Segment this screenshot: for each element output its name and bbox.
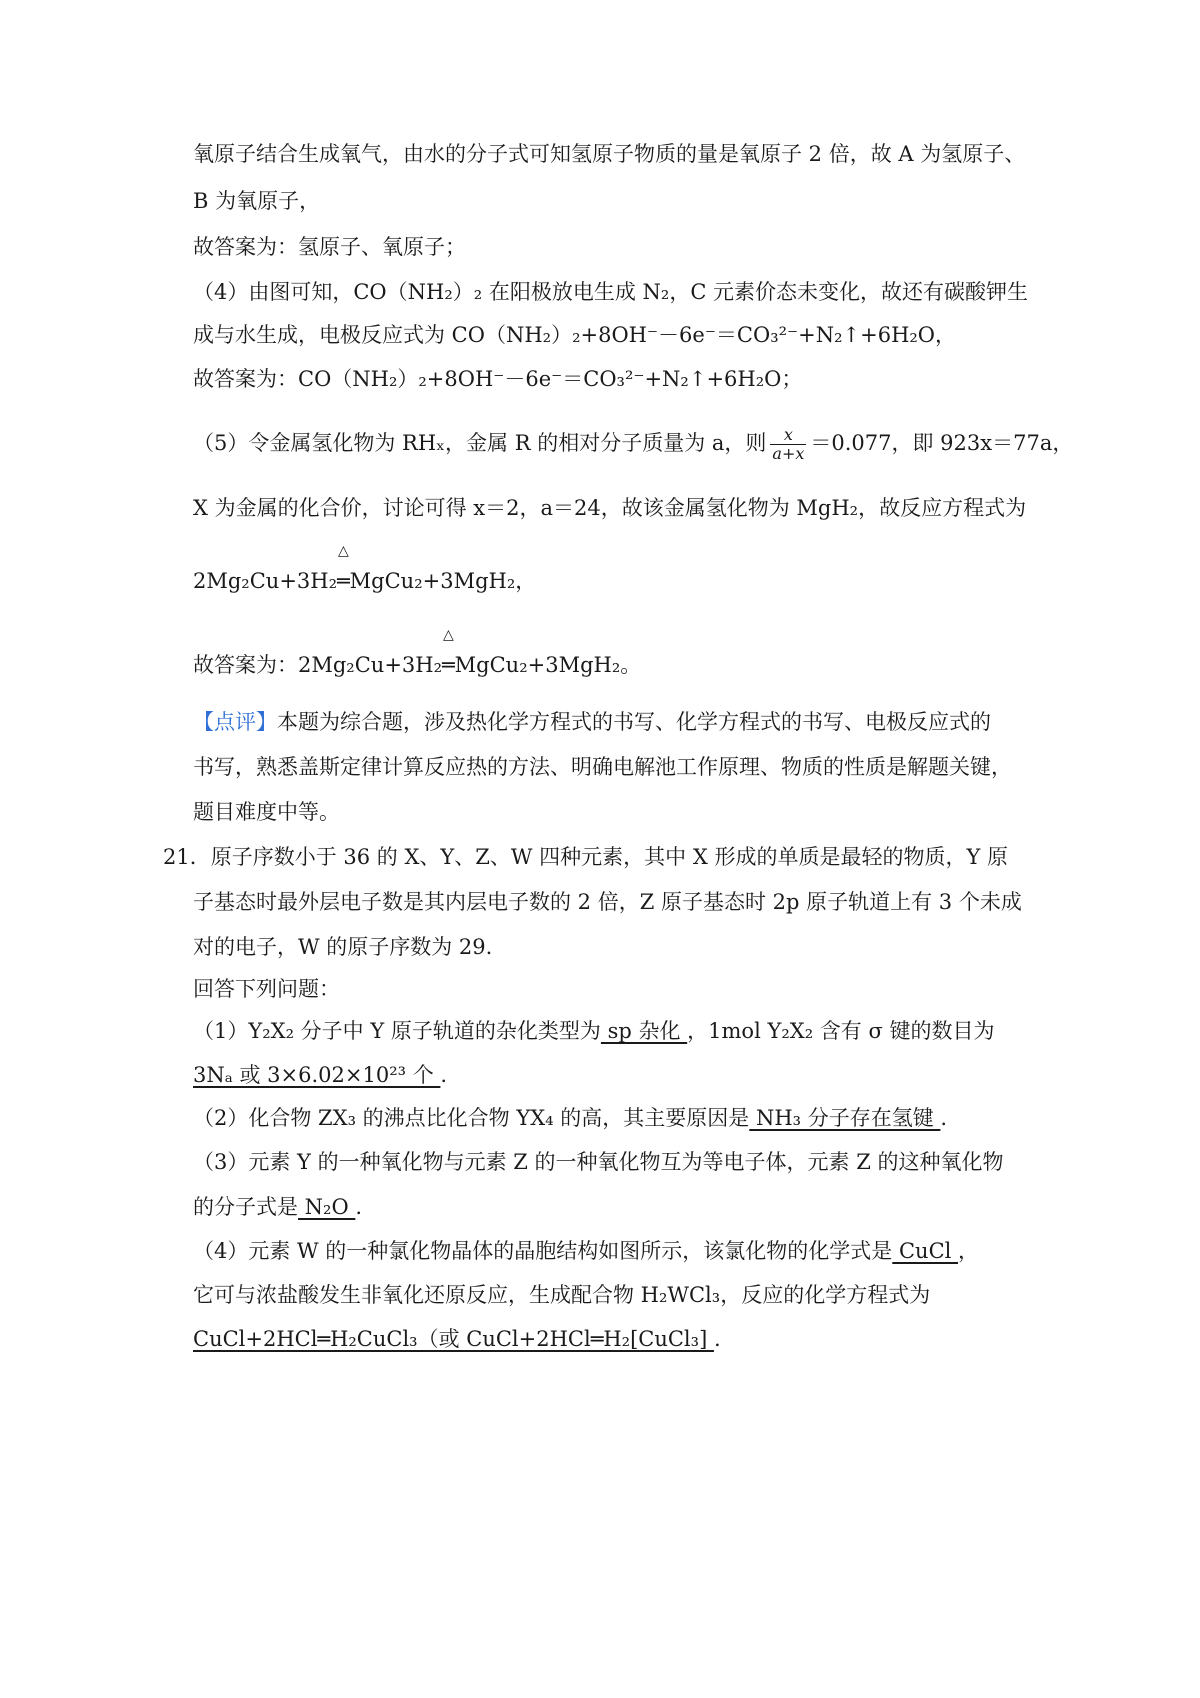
text-segment: ， — [958, 1239, 980, 1263]
text-segment: . — [440, 1063, 448, 1087]
text-segment: 的分子式是 — [193, 1195, 298, 1219]
answer-blank: NH₃ 分子存在氢键 — [749, 1106, 941, 1130]
heat-equals-sign — [442, 627, 455, 680]
text-segment: 原子序数小于 36 的 X、Y、Z、W 四种元素，其中 X 形成的单质是最轻的物质，Y 原 — [210, 845, 1008, 869]
text-segment: 故答案为： — [193, 653, 298, 677]
question-number: 21． — [163, 845, 211, 869]
heat-delta-icon: △ — [337, 543, 349, 559]
text-line: （4）由图可知，CO（NH₂）₂ 在阳极放电生成 N₂，C 元素价态未变化，故还有碳酸钾生 — [193, 280, 1029, 304]
fraction — [770, 426, 806, 463]
equals-sign: ═ — [442, 653, 455, 677]
answer-blank: CuCl+2HCl═H₂CuCl₃（或 CuCl+2HCl═H₂[CuCl₃] — [193, 1327, 714, 1351]
text-segment: ＝0.077，即 923x＝77a， — [810, 431, 1074, 455]
text-segment: . — [355, 1195, 363, 1219]
text-line: 对的电子，W 的原子序数为 29. — [193, 935, 493, 959]
fraction-denominator: a+x — [772, 444, 805, 463]
text-line: 故答案为：氢原子、氧原子； — [193, 235, 466, 259]
text-segment: （2）化合物 ZX₃ 的沸点比化合物 YX₄ 的高，其主要原因是 — [193, 1106, 750, 1130]
text-line: X 为金属的化合价，讨论可得 x＝2，a＝24，故该金属氢化物为 MgH₂，故反应方程式为 — [193, 496, 1027, 520]
subquestion-line — [193, 1016, 994, 1046]
text-line: 成与水生成，电极反应式为 CO（NH₂）₂+8OH⁻－6e⁻＝CO₃²⁻+N₂↑+6H₂O， — [193, 323, 957, 347]
subquestion-line — [193, 1103, 947, 1133]
text-line: B 为氧原子， — [193, 189, 321, 213]
answer-blank: 3Nₐ 或 3×6.02×10²³ 个 — [193, 1063, 441, 1087]
text-segment: . — [713, 1327, 721, 1351]
answer-blank: sp 杂化 — [600, 1019, 688, 1043]
comment-tag: 【点评】 — [193, 710, 277, 734]
equation-line — [193, 543, 537, 596]
answer-line — [193, 627, 642, 680]
text-segment: 本题为综合题，涉及热化学方程式的书写、化学方程式的书写、电极反应式的 — [277, 710, 991, 734]
text-segment: ，1mol Y₂X₂ 含有 σ 键的数目为 — [687, 1019, 995, 1043]
subquestion-line: 它可与浓盐酸发生非氧化还原反应，生成配合物 H₂WCl₃，反应的化学方程式为 — [193, 1283, 931, 1307]
text-line: 氧原子结合生成氧气，由水的分子式可知氢原子物质的量是氧原子 2 倍，故 A 为氢原子、 — [193, 142, 1026, 166]
text-segment: （4）元素 W 的一种氯化物晶体的晶胞结构如图所示，该氯化物的化学式是 — [193, 1239, 893, 1263]
text-segment: 2Mg₂Cu+3H₂ — [298, 653, 443, 677]
fraction-numerator: x — [770, 426, 806, 445]
heat-delta-icon: △ — [442, 627, 454, 643]
answer-blank: CuCl — [892, 1239, 959, 1263]
text-segment: 2Mg₂Cu+3H₂ — [193, 569, 338, 593]
text-line: 回答下列问题： — [193, 977, 340, 1001]
text-segment: MgCu₂+3MgH₂。 — [454, 653, 642, 677]
subquestion-line — [193, 1192, 362, 1222]
text-segment: MgCu₂+3MgH₂， — [349, 569, 537, 593]
text-line: 子基态时最外层电子数是其内层电子数的 2 倍，Z 原子基态时 2p 原子轨道上有 3 个未成 — [193, 890, 1022, 914]
subquestion-line — [193, 1060, 447, 1090]
text-segment: （1）Y₂X₂ 分子中 Y 原子轨道的杂化类型为 — [193, 1019, 601, 1043]
subquestion-line — [193, 1236, 979, 1266]
text-line: 书写，熟悉盖斯定律计算反应热的方法、明确电解池工作原理、物质的性质是解题关键， — [193, 755, 1012, 779]
question-first-line — [163, 842, 1008, 872]
text-segment: （5）令金属氢化物为 RHₓ，金属 R 的相对分子质量为 a，则 — [193, 431, 767, 455]
heat-equals-sign — [337, 543, 350, 596]
answer-line: 故答案为：CO（NH₂）₂+8OH⁻－6e⁻＝CO₃²⁻+N₂↑+6H₂O； — [193, 367, 803, 391]
comment-line — [193, 707, 991, 737]
subquestion-line: （3）元素 Y 的一种氧化物与元素 Z 的一种氧化物互为等电子体，元素 Z 的这种氧化物 — [193, 1150, 1004, 1174]
text-line-fraction — [193, 426, 1073, 463]
text-line: 题目难度中等。 — [193, 800, 340, 824]
answer-blank: N₂O — [298, 1195, 356, 1219]
equals-sign: ═ — [337, 569, 350, 593]
text-segment: . — [940, 1106, 948, 1130]
subquestion-line — [193, 1324, 721, 1354]
